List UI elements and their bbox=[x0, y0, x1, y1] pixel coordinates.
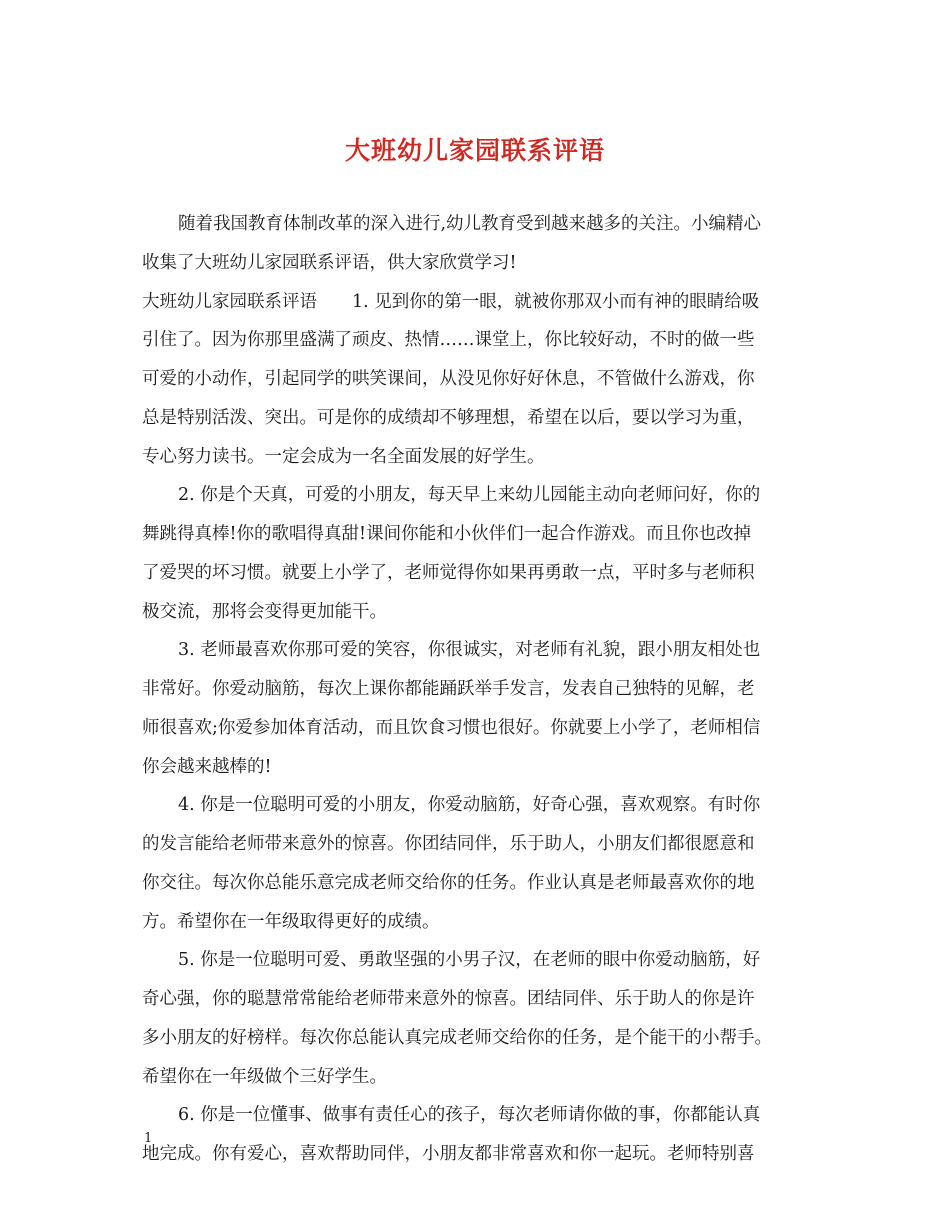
text-line: 的发言能给老师带来意外的惊喜。你团结同伴，乐于助人，小朋友们都很愿意和 bbox=[142, 834, 755, 854]
text-line: 收集了大班幼儿家园联系评语，供大家欣赏学习! bbox=[142, 252, 517, 273]
text-line: 多小朋友的好榜样。每次你总能认真完成老师交给你的任务，是个能干的小帮手。 bbox=[142, 1027, 772, 1048]
text-line: 非常好。你爱动脑筋，每次上课你都能踊跃举手发言，发表自己独特的见解，老 bbox=[142, 679, 755, 699]
text-line: 3. 老师最喜欢你那可爱的笑容，你很诚实，对老师有礼貌，跟小朋友相处也 bbox=[178, 640, 761, 661]
text-line: 地完成。你有爱心，喜欢帮助同伴，小朋友都非常喜欢和你一起玩。老师特别喜 bbox=[142, 1144, 755, 1164]
text-line: 你交往。每次你总能乐意完成老师交给你的任务。作业认真是老师最喜欢你的地 bbox=[142, 872, 755, 893]
text-line: 2. 你是个天真，可爱的小朋友，每天早上来幼儿园能主动向老师问好，你的 bbox=[178, 485, 761, 506]
text-line: 总是特别活泼、突出。可是你的成绩却不够理想，希望在以后，要以学习为重， bbox=[142, 407, 755, 428]
text-line: 5. 你是一位聪明可爱、勇敢坚强的小男子汉，在老师的眼中你爱动脑筋，好 bbox=[178, 950, 761, 971]
text-line: 奇心强，你的聪慧常常能给老师带来意外的惊喜。团结同伴、乐于助人的你是许 bbox=[142, 989, 755, 1009]
text-line: 4. 你是一位聪明可爱的小朋友，你爱动脑筋，好奇心强，喜欢观察。有时你 bbox=[178, 795, 761, 816]
text-line: 引住了。因为你那里盛满了顽皮、热情……课堂上，你比较好动，不时的做一些 bbox=[142, 330, 755, 351]
text-line: 极交流，那将会变得更加能干。 bbox=[142, 601, 387, 622]
text-line: 方。希望你在一年级取得更好的成绩。 bbox=[142, 911, 440, 932]
page-title: 大班幼儿家园联系评语 bbox=[344, 136, 605, 165]
text-line: 随着我国教育体制改革的深入进行,幼儿教育受到越来越多的关注。小编精心 bbox=[178, 214, 762, 234]
page-number: 1 bbox=[144, 1131, 153, 1146]
text-line: 可爱的小动作，引起同学的哄笑课间，从没见你好好休息，不管做什么游戏，你 bbox=[142, 369, 755, 389]
text-line: 师很喜欢;你爱参加体育活动，而且饮食习惯也很好。你就要上小学了，老师相信 bbox=[142, 717, 761, 738]
text-line: 专心努力读书。一定会成为一名全面发展的好学生。 bbox=[142, 446, 545, 467]
text-line: 大班幼儿家园联系评语 1. 见到你的第一眼，就被你那双小而有神的眼睛给吸 bbox=[142, 291, 760, 312]
document-body bbox=[142, 205, 812, 1174]
text-line: 希望你在一年级做个三好学生。 bbox=[142, 1066, 387, 1087]
text-line: 了爱哭的坏习惯。就要上小学了，老师觉得你如果再勇敢一点，平时多与老师积 bbox=[142, 562, 755, 583]
text-line: 你会越来越棒的! bbox=[142, 756, 272, 777]
text-line: 舞跳得真棒!你的歌唱得真甜!课间你能和小伙伴们一起合作游戏。而且你也改掉 bbox=[142, 524, 752, 544]
text-line: 6. 你是一位懂事、做事有责任心的孩子，每次老师请你做的事，你都能认真 bbox=[178, 1105, 761, 1126]
